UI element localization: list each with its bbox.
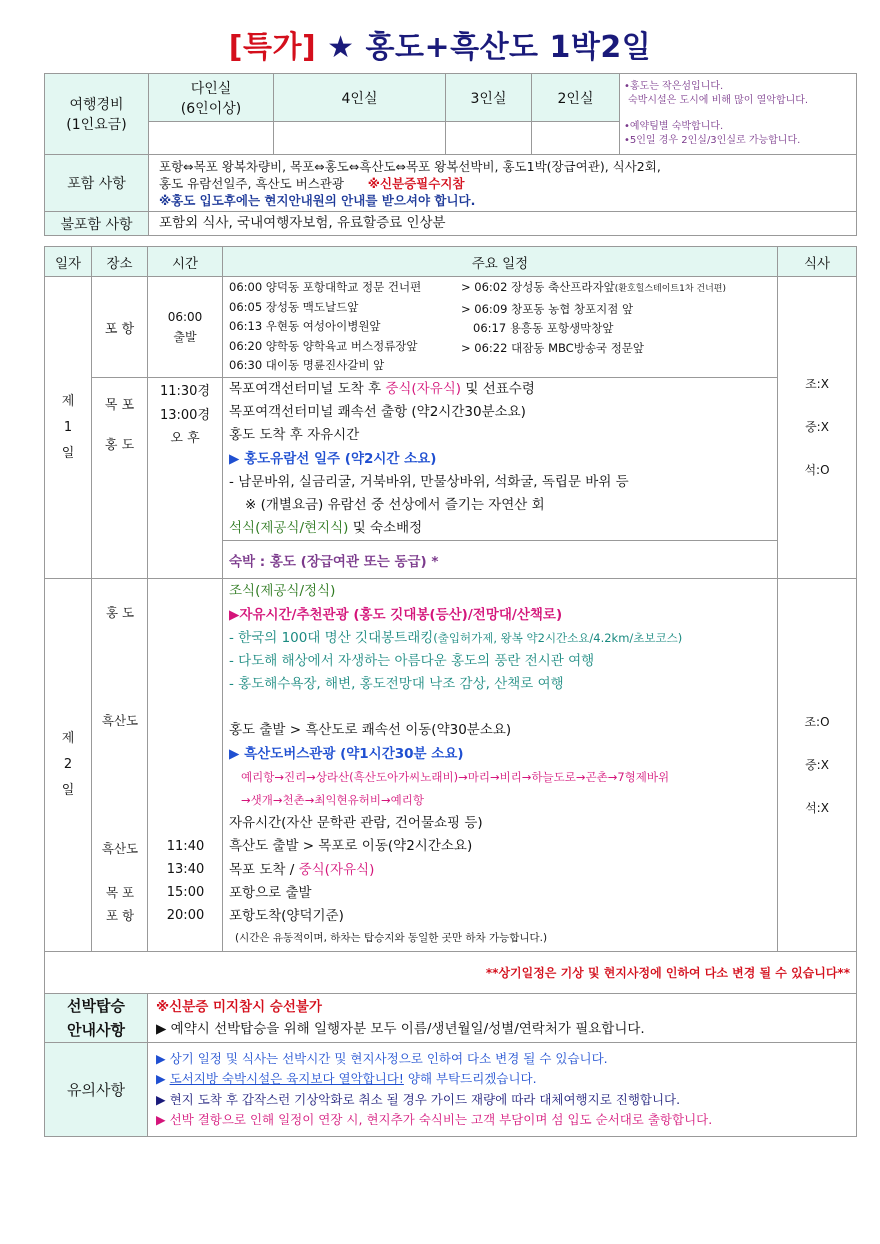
- include-text: 포항⇔목포 왕복차량비, 목포⇔홍도⇔흑산도⇔목포 왕복선박비, 홍도1박(장급여관), 식사2회, 홍도 유람선일주, 흑산도 버스관광 ※신분증필수지참 ※홍도 입도후에는 현지안내원의 안내를 받으셔야 합니다.: [149, 155, 857, 212]
- boarding-label: 선박탑승 안내사항: [45, 994, 148, 1043]
- day1-pickup-place: 포 항: [92, 277, 148, 378]
- day2-schedule: 조식(제공식/정식) ▶자유시간/추천관광 (홍도 깃대봉(등산)/전망대/산책로) - 한국의 100대 명산 깃대봉트래킹(출입허가제, 왕복 약2시간소요/4.2km/초보코스) - 다도해 해상에서 자생하는 아름다운 홍도의 풍란 전시관 여행 - 홍도해수욕장, 해변, 홍도전망대 낙조 감상, 산책로 여행 홍도 출발 > 흑산도로 쾌속선 이동(약30분소요) ▶ 흑산도버스관광 (약1시간30분 소요) 예리항→진리→상라산(흑산도아가씨노래비)→마리→비리→하늘도로→곤촌→7형제바위 →샛개→천촌→최익현유허비→예리항 자유시간(자산 문학관 관람, 건어물쇼핑 등) 흑산도 출발 > 목포로 이동(약2시간소요) 목포 도착 / 중식(자유식) 포항으로 출발 포항도착(양덕기준) (시간은 유동적이며, 하차는 탑승지와 동일한 곳만 하차 가능합니다.): [223, 579, 778, 952]
- title-tag: [특가]: [228, 30, 317, 65]
- day1-times: 11:30경 13:00경 오 후: [148, 378, 223, 579]
- header-schedule: 주요 일정: [223, 247, 778, 277]
- schedule-table: [44, 246, 857, 1137]
- day1-schedule: 목포여객선터미널 도착 후 중식(자유식) 및 선표수령 목포여객선터미널 쾌속선 출항 (약2시간30분소요) 홍도 도착 후 자유시간 ▶ 홍도유람선 일주 (약2시간 소요) - 남문바위, 실금리굴, 거북바위, 만물상바위, 석화굴, 독립문 바위 등 ※ (개별요금) 유람선 중 선상에서 즐기는 자연산 회 석식(제공식/현지식) 및 숙소배정: [223, 378, 778, 541]
- price-notes: •홍도는 작은섬입니다. 숙박시설은 도시에 비해 많이 열악합니다. •예약팀별 숙박합니다. •5인일 경우 2인실/3인실로 가능합니다.: [620, 74, 857, 155]
- day1-pickup-time: 06:00 출발: [148, 277, 223, 378]
- notice-change: **상기일정은 기상 및 현지사정에 인하여 다소 변경 될 수 있습니다**: [45, 952, 857, 994]
- header-date: 일자: [45, 247, 92, 277]
- include-label: 포함 사항: [45, 155, 149, 212]
- price-col-4: 4인실: [274, 74, 446, 122]
- day2-times: 11:40 13:40 15:00 20:00: [148, 579, 223, 952]
- caution-text: ▶ 상기 일정 및 식사는 선박시간 및 현지사정으로 인하여 다소 변경 될 수 있습니다. ▶ 도서지방 숙박시설은 육지보다 열악합니다! 양해 부탁드리겠습니다. ▶ 현지 도착 후 갑작스런 기상악화로 취소 될 경우 가이드 재량에 따라 대체여행지로 진행합니다. ▶ 선박 결항으로 인해 일정이 연장 시, 현지추가 숙식비는 고객 부담이며 섬 입도 순서대로 출항합니다.: [148, 1043, 857, 1137]
- exclude-label: 불포함 사항: [45, 212, 149, 236]
- day1-meals: 조:X 중:X 석:O: [778, 277, 857, 579]
- day2-meals: 조:O 중:X 석:X: [778, 579, 857, 952]
- day1-pickup-stops: 06:00 양덕동 포항대학교 정문 건너편 06:05 장성동 맥도날드앞 06:13 우현동 여성아이병원앞 06:20 양학동 양학육교 버스정류장앞 06:30 대이동 명륜진사갈비 앞 > 06:02 장성동 축산프라자앞(환호힐스테이트1차 건너편) > 06:09 창포동 농협 창포지점 앞 06:17 용흥동 포항생막창앞 > 06:22 대잠동 MBC방송국 정문앞: [223, 277, 778, 378]
- page-title: [0, 22, 880, 66]
- price-table: [44, 73, 857, 236]
- price-value-2: [532, 122, 620, 155]
- header-place: 장소: [92, 247, 148, 277]
- header-time: 시간: [148, 247, 223, 277]
- title-main: 홍도+흑산도 1박2일: [365, 30, 652, 65]
- boarding-text: ※신분증 미지참시 승선불가 ▶ 예약시 선박탑승을 위해 일행자분 모두 이름/생년월일/성별/연락처가 필요합니다.: [148, 994, 857, 1043]
- price-col-multi: 다인실 (6인이상): [149, 74, 274, 122]
- price-col-3: 3인실: [446, 74, 532, 122]
- price-value-3: [446, 122, 532, 155]
- price-value-multi: [149, 122, 274, 155]
- header-meals: 식사: [778, 247, 857, 277]
- price-col-2: 2인실: [532, 74, 620, 122]
- exclude-text: 포함외 식사, 국내여행자보험, 유료할증료 인상분: [149, 212, 857, 236]
- day1-label: 제 1 일: [45, 277, 92, 579]
- star-icon: ★: [327, 30, 355, 65]
- price-value-4: [274, 122, 446, 155]
- day2-label: 제 2 일: [45, 579, 92, 952]
- day1-stay: 숙박 : 홍도 (장급여관 또는 동급) *: [223, 541, 778, 579]
- day1-places: 목 포 홍 도: [92, 378, 148, 579]
- caution-label: 유의사항: [45, 1043, 148, 1137]
- price-label: 여행경비 (1인요금): [45, 74, 149, 155]
- day2-places: 홍 도 흑산도 흑산도 목 포 포 항: [92, 579, 148, 952]
